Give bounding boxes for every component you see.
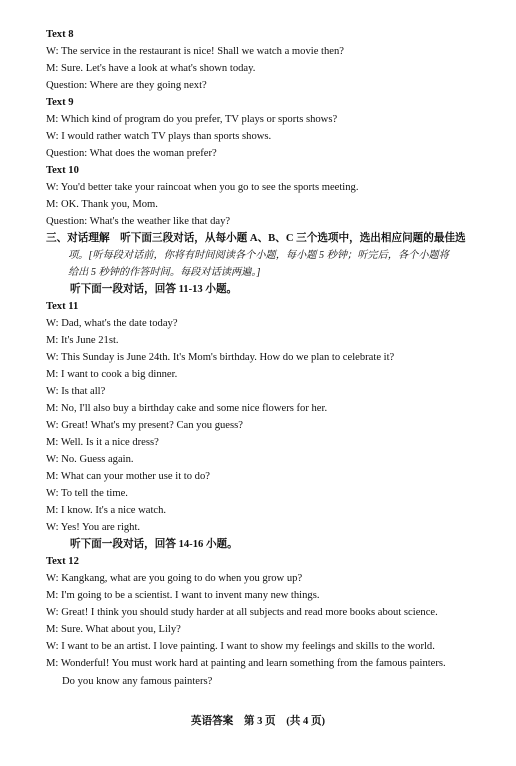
text-line: W: To tell the time. — [46, 488, 128, 499]
text-line: 听下面一段对话，回答 11-13 小题。 — [70, 284, 238, 295]
text-line: W: Great! What's my present? Can you guess? — [46, 420, 243, 431]
text-line: M: OK. Thank you, Mom. — [46, 199, 158, 210]
text-heading: Text 11 — [46, 301, 79, 312]
text-line: W: Dad, what's the date today? — [46, 318, 178, 329]
text-line: W: Yes! You are right. — [46, 522, 141, 533]
text-line: M: Sure. Let's have a look at what's shown today. — [46, 63, 256, 74]
text-line: Question: What's the weather like that day? — [46, 216, 231, 227]
text-line: 听下面一段对话，回答 14-16 小题。 — [70, 539, 238, 550]
text-line: W: You'd better take your raincoat when you go to see the sports meeting. — [46, 182, 359, 193]
text-line: M: Sure. What about you, Lily? — [46, 624, 181, 635]
text-line: M: I'm going to be a scientist. I want to invent many new things. — [46, 590, 320, 601]
text-line: W: Kangkang, what are you going to do when you grow up? — [46, 573, 303, 584]
text-line: M: Well. Is it a nice dress? — [46, 437, 159, 448]
text-line: M: I want to cook a big dinner. — [46, 369, 178, 380]
text-heading: Text 8 — [46, 29, 74, 40]
text-line: W: Great! I think you should study harder at all subjects and read more books about science. — [46, 607, 438, 618]
text-line: M: I know. It's a nice watch. — [46, 505, 167, 516]
text-line: M: Wonderful! You must work hard at painting and learn something from the famous painters. — [46, 658, 446, 669]
text-line: W: I want to be an artist. I love painting. I want to show my feelings and skills to the world. — [46, 641, 435, 652]
text-line: M: No, I'll also buy a birthday cake and some nice flowers for her. — [46, 403, 328, 414]
text-line: Question: What does the woman prefer? — [46, 148, 217, 159]
text-line: 项。[听每段对话前，你将有时间阅读各个小题，每小题 5 秒钟；听完后，各个小题将 — [68, 250, 449, 261]
text-line: Question: Where are they going next? — [46, 80, 207, 91]
text-line: Do you know any famous painters? — [62, 676, 213, 687]
text-line: W: No. Guess again. — [46, 454, 134, 465]
text-heading: Text 10 — [46, 165, 79, 176]
page-footer: 英语答案 第 3 页 (共 4 页) — [190, 716, 326, 727]
section-heading: 三、对话理解 听下面三段对话，从每小题 A、B、C 三个选项中，选出相应问题的最佳选 — [46, 233, 466, 244]
text-line: M: Which kind of program do you prefer, TV plays or sports shows? — [46, 114, 338, 125]
text-line: 给出 5 秒钟的作答时间。每段对话读两遍。] — [68, 267, 261, 278]
text-line: M: It's June 21st. — [46, 335, 119, 346]
text-line: M: What can your mother use it to do? — [46, 471, 210, 482]
text-line: W: The service in the restaurant is nice! Shall we watch a movie then? — [46, 46, 344, 57]
text-line: W: This Sunday is June 24th. It's Mom's birthday. How do we plan to celebrate it? — [46, 352, 395, 363]
text-heading: Text 12 — [46, 556, 79, 567]
text-line: W: Is that all? — [46, 386, 106, 397]
text-line: W: I would rather watch TV plays than sports shows. — [46, 131, 272, 142]
text-heading: Text 9 — [46, 97, 74, 108]
